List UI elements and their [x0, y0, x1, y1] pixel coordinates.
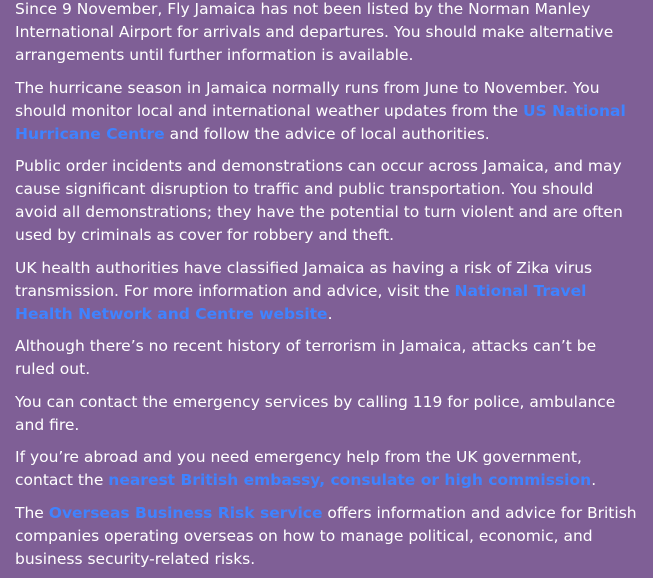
overseas-business-risk-link[interactable]: Overseas Business Risk service	[48, 503, 323, 522]
paragraph-text: You can contact the emergency services by calling 119 for police, ambulance and fire.	[15, 392, 616, 434]
national-travel-health-network-link[interactable]: National Travel Health Network and Centre website	[15, 281, 587, 323]
nearest-british-embassy-link[interactable]: nearest British embassy, consulate or high commission	[108, 471, 592, 489]
paragraph-text: Since 9 November, Fly Jamaica has not been listed by the Norman Manley International Airport for arrivals and departures. You should make alternative arrangements until further information is available.	[15, 0, 614, 64]
paragraph-text: .	[591, 471, 597, 489]
paragraph-text: offers information and advice for British companies operating overseas on how to manage political, economic, and business security-related risks.	[15, 503, 637, 568]
paragraph-emergency-help-abroad	[15, 446, 639, 492]
paragraph-text: Public order incidents and demonstrations can occur across Jamaica, and may cause significant disruption to traffic and public transportation. You should avoid all demonstrations; they have the potential to turn violent and are often used by criminals as cover for robbery and theft.	[15, 157, 623, 244]
paragraph-text: .	[327, 304, 333, 323]
us-national-hurricane-centre-link[interactable]: US National Hurricane Centre	[15, 101, 626, 143]
paragraph-public-order	[15, 155, 639, 247]
paragraph-hurricane-season	[15, 77, 639, 146]
paragraph-text: UK health authorities have classified Jamaica as having a risk of Zika virus transmission. For more information and advice, visit the	[15, 258, 593, 300]
paragraph-text: The	[15, 503, 49, 522]
paragraph-overseas-business-risk	[15, 502, 639, 571]
paragraph-text: Although there’s no recent history of terrorism in Jamaica, attacks can’t be ruled out.	[15, 337, 597, 378]
paragraph-text: The hurricane season in Jamaica normally runs from June to November. You should monitor local and international weather updates from the	[15, 78, 600, 120]
paragraph-text: If you’re abroad and you need emergency help from the UK government, contact the	[15, 448, 582, 489]
paragraph-fly-jamaica	[15, 0, 639, 67]
paragraph-terrorism	[15, 335, 639, 381]
paragraph-zika	[15, 257, 639, 326]
paragraph-text: and follow the advice of local authorities.	[164, 124, 490, 143]
paragraph-emergency-services	[15, 391, 639, 437]
